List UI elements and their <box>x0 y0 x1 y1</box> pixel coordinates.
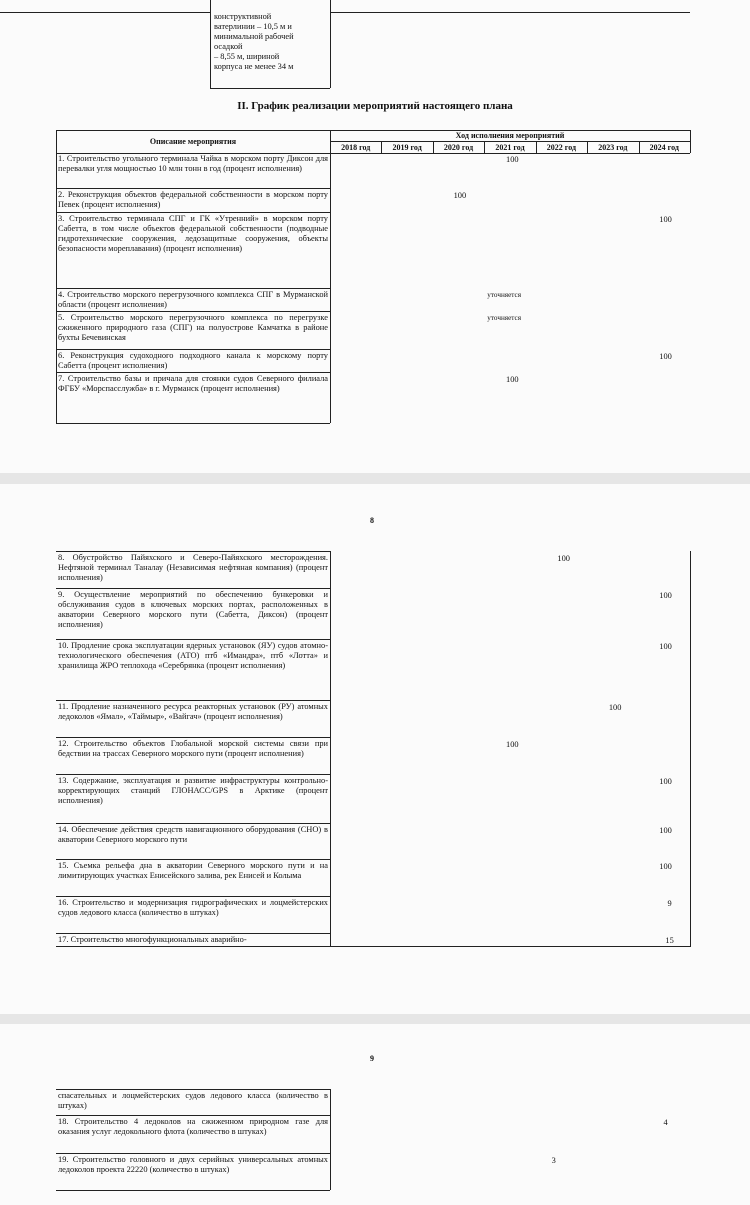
table-border <box>56 372 330 373</box>
document-page-2 <box>0 484 750 1014</box>
table-border <box>56 700 330 701</box>
table-border <box>330 141 690 142</box>
table-border <box>0 12 210 13</box>
table-border <box>56 1089 330 1090</box>
table-cell-value: 15 <box>665 936 674 945</box>
table-border <box>330 551 331 947</box>
table-cell-description: 19. Строительство головного и двух серийных универсальных атомных ледоколов проекта 22220 (количество в штуках) <box>58 1155 328 1174</box>
cell-text-line: корпуса не менее 34 м <box>214 62 294 71</box>
table-border <box>56 1190 330 1191</box>
table-cell-value: 100 <box>453 191 467 200</box>
table-cell-description: 10. Продление срока эксплуатации ядерных установок (ЯУ) судов атомно-технологического обеспечения (АТО) птб «Имандра», птб «Лотта» и хранилища ЖРО теплохода «Серебрянка (процент исполнения) <box>58 641 328 670</box>
table-cell-value: 9 <box>667 899 672 908</box>
column-header-description: Описание мероприятия <box>149 137 237 146</box>
table-cell-description: 18. Строительство 4 ледоколов на сжиженном природном газе для оказания услуг ледокольного флота (количество в штуках) <box>58 1117 328 1136</box>
table-border <box>536 141 537 153</box>
table-border <box>330 12 690 13</box>
table-cell-description: 11. Продление назначенного ресурса реакторных установок (РУ) атомных ледоколов «Ямал», «Таймыр», «Вайгач» (процент исполнения) <box>58 702 328 721</box>
table-cell-value: 100 <box>659 862 672 871</box>
document-page-3 <box>0 1024 750 1205</box>
year-header: 2022 год <box>546 143 577 152</box>
table-border <box>56 823 330 824</box>
table-cell-value: 100 <box>506 375 519 384</box>
year-header: 2024 год <box>649 143 679 152</box>
section-title: II. График реализации мероприятий настоящего плана <box>237 100 513 112</box>
table-cell-description: 14. Обеспечение действия средств навигационного оборудования (СНО) в акватории Северного морского пути <box>58 825 328 844</box>
table-border <box>56 1153 330 1154</box>
table-border <box>56 896 330 897</box>
table-border <box>56 130 57 423</box>
cell-text-line: – 8,55 м, шириной <box>214 52 280 61</box>
table-cell-value: 100 <box>659 826 672 835</box>
table-border <box>56 737 330 738</box>
table-border <box>56 859 330 860</box>
table-border <box>56 639 330 640</box>
table-cell-description: спасательных и лоцмейстерских судов ледового класса (количество в штуках) <box>58 1091 328 1110</box>
table-border <box>56 1115 330 1116</box>
table-border <box>56 188 330 189</box>
table-cell-value: уточняется <box>487 291 522 299</box>
year-header: 2019 год <box>392 143 422 152</box>
table-border <box>330 0 331 88</box>
cell-text-line: минимальной рабочей <box>214 32 294 41</box>
year-header: 2020 год <box>443 143 474 152</box>
table-cell-value: уточняется <box>487 314 522 322</box>
table-cell-value: 100 <box>659 352 672 361</box>
table-cell-value: 100 <box>506 740 519 749</box>
table-border <box>639 141 640 153</box>
table-border <box>56 551 330 552</box>
table-cell-description: 8. Обустройство Пайяхского и Северо-Пайяхского месторождения. Нефтяной терминал Таналау (Независимая нефтяная компания) (процент исполнения) <box>58 553 328 582</box>
cell-text-line: осадкой <box>214 42 243 51</box>
table-cell-description: 9. Осуществление мероприятий по обеспечению бункеровки и обслуживания судов в ключевых морских портах, расположенных в акватории Северного морского пути (Сабетта, Диксон) (процент исполнения) <box>58 590 328 629</box>
table-border <box>484 141 485 153</box>
cell-text-line: конструктивной <box>214 12 272 21</box>
table-border <box>330 946 690 947</box>
table-cell-description: 13. Содержание, эксплуатация и развитие инфраструктуры контрольно-корректирующих станций ГЛОНАСС/GPS в Арктике (процент исполнения) <box>58 776 328 805</box>
table-border <box>690 130 691 153</box>
table-cell-description: 1. Строительство угольного терминала Чайка в морском порту Диксон для перевалки угля мощностью 10 млн тонн в год (процент исполнения) <box>58 154 328 173</box>
table-cell-description: 6. Реконструкция судоходного подходного канала к морскому порту Сабетта (процент исполнения) <box>58 351 328 370</box>
table-cell-value: 100 <box>659 777 672 786</box>
table-cell-value: 100 <box>557 554 570 563</box>
table-cell-description: 16. Строительство и модернизация гидрографических и лоцмейстерских судов ледового класса (количество в штуках) <box>58 898 328 917</box>
table-border <box>330 1089 331 1190</box>
column-header-progress: Ход исполнения мероприятий <box>455 131 565 140</box>
table-cell-description: 17. Строительство многофункциональных аварийно- <box>58 935 247 944</box>
table-border <box>210 88 330 89</box>
table-cell-value: 100 <box>608 703 622 712</box>
table-border <box>56 933 330 934</box>
year-header: 2021 год <box>495 143 525 152</box>
table-border <box>56 288 330 289</box>
table-border <box>690 551 691 947</box>
table-cell-value: 100 <box>659 642 672 651</box>
table-cell-description: 7. Строительство базы и причала для стоянки судов Северного филиала ФГБУ «Морспасслужба» в г. Мурманск (процент исполнения) <box>58 374 328 393</box>
table-border <box>56 212 330 213</box>
table-cell-description: 3. Строительство терминала СПГ и ГК «Утренний» в морском порту Сабетта, в том числе объектов федеральной собственности (подводные гидротехнические сооружения, ледозащитные сооружения, объекты безопасности мореплавания) (процент исполнения) <box>58 214 328 253</box>
table-cell-description: 5. Строительство морского перегрузочного комплекса по перегрузке сжиженного природного газа (СПГ) на полуострове Камчатка в районе бухты Бечевинская <box>58 313 328 342</box>
table-cell-value: 4 <box>663 1118 668 1127</box>
table-border <box>433 141 434 153</box>
cell-text-line: ватерлинии – 10,5 м и <box>214 22 292 31</box>
table-cell-description: 4. Строительство морского перегрузочного комплекса СПГ в Мурманской области (процент исполнения) <box>58 290 328 309</box>
page-number: 8 <box>370 516 374 525</box>
top-continuation-cell <box>214 12 328 72</box>
document-page-1 <box>0 0 750 473</box>
table-border <box>56 588 330 589</box>
table-border <box>56 423 330 424</box>
table-cell-value: 3 <box>551 1156 556 1165</box>
table-cell-value: 100 <box>659 215 672 224</box>
year-header: 2023 год <box>598 143 628 152</box>
table-border <box>330 130 331 153</box>
table-border <box>56 774 330 775</box>
table-border <box>330 153 331 423</box>
table-border <box>56 946 330 947</box>
table-cell-description: 2. Реконструкция объектов федеральной собственности в морском порту Певек (процент исполнения) <box>58 190 328 209</box>
table-border <box>56 349 330 350</box>
table-cell-value: 100 <box>659 591 672 600</box>
year-header: 2018 год <box>341 143 371 152</box>
table-border <box>56 311 330 312</box>
table-border <box>381 141 382 153</box>
table-cell-value: 100 <box>506 155 519 164</box>
table-cell-description: 15. Съемка рельефа дна в акватории Северного морского пути и на лимитирующих участках Енисейского залива, рек Енисей и Колыма <box>58 861 328 880</box>
table-cell-description: 12. Строительство объектов Глобальной морской системы связи при бедствии на трассах Северного морского пути (процент исполнения) <box>58 739 328 758</box>
page-number: 9 <box>370 1054 374 1063</box>
table-border <box>210 0 211 88</box>
table-border <box>587 141 588 153</box>
